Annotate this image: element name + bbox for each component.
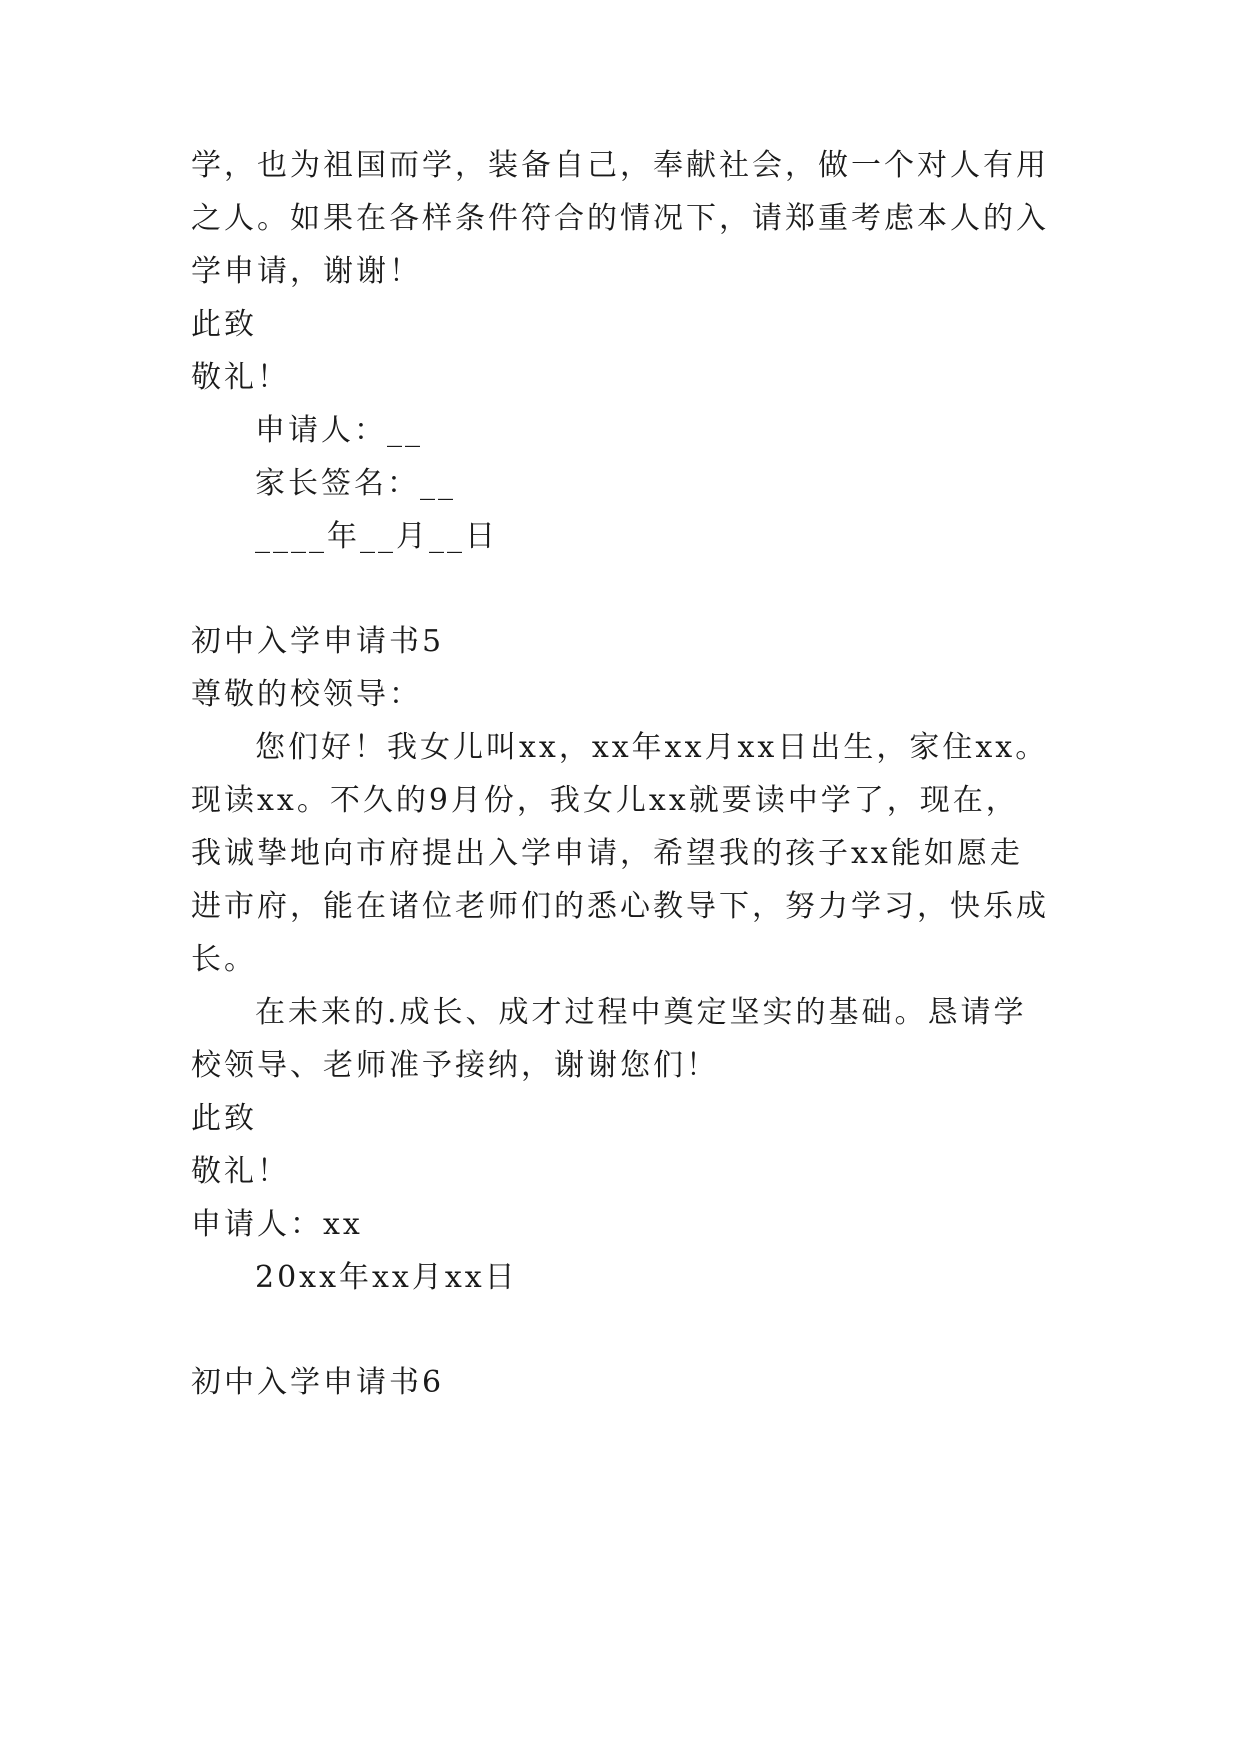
closing-line: 敬礼！ [191, 1154, 290, 1189]
body-text-line: 现读xx。不久的9月份，我女儿xx就要读中学了，现在， [191, 783, 1019, 818]
body-text-line: 我诚挚地向市府提出入学申请，希望我的孩子xx能如愿走 [191, 836, 1023, 871]
applicant-signature: 申请人：__ [255, 413, 423, 448]
date-line: 20xx年xx月xx日 [255, 1260, 518, 1295]
parent-signature: 家长签名：__ [255, 466, 456, 501]
body-text-line: 之人。如果在各样条件符合的情况下，请郑重考虑本人的入 [191, 201, 1049, 236]
body-text-line: 学申请，谢谢！ [191, 254, 422, 289]
closing-line: 此致 [191, 307, 257, 342]
body-text-line: 校领导、老师准予接纳，谢谢您们！ [191, 1048, 719, 1083]
section-title: 初中入学申请书5 [191, 624, 445, 659]
body-text-line: 在未来的.成长、成才过程中奠定坚实的基础。恳请学 [255, 995, 1027, 1030]
body-text-line: 学，也为祖国而学，装备自己，奉献社会，做一个对人有用 [191, 148, 1049, 183]
body-text-line: 长。 [191, 942, 257, 977]
section-title: 初中入学申请书6 [191, 1365, 445, 1400]
applicant-signature: 申请人：xx [191, 1207, 363, 1242]
date-line: ____年__月__日 [255, 519, 498, 554]
closing-line: 敬礼！ [191, 360, 290, 395]
body-text-line: 进市府，能在诸位老师们的悉心教导下，努力学习，快乐成 [191, 889, 1049, 924]
salutation: 尊敬的校领导： [191, 677, 422, 712]
body-text-line: 您们好！我女儿叫xx，xx年xx月xx日出生，家住xx。 [255, 730, 1049, 765]
closing-line: 此致 [191, 1101, 257, 1136]
